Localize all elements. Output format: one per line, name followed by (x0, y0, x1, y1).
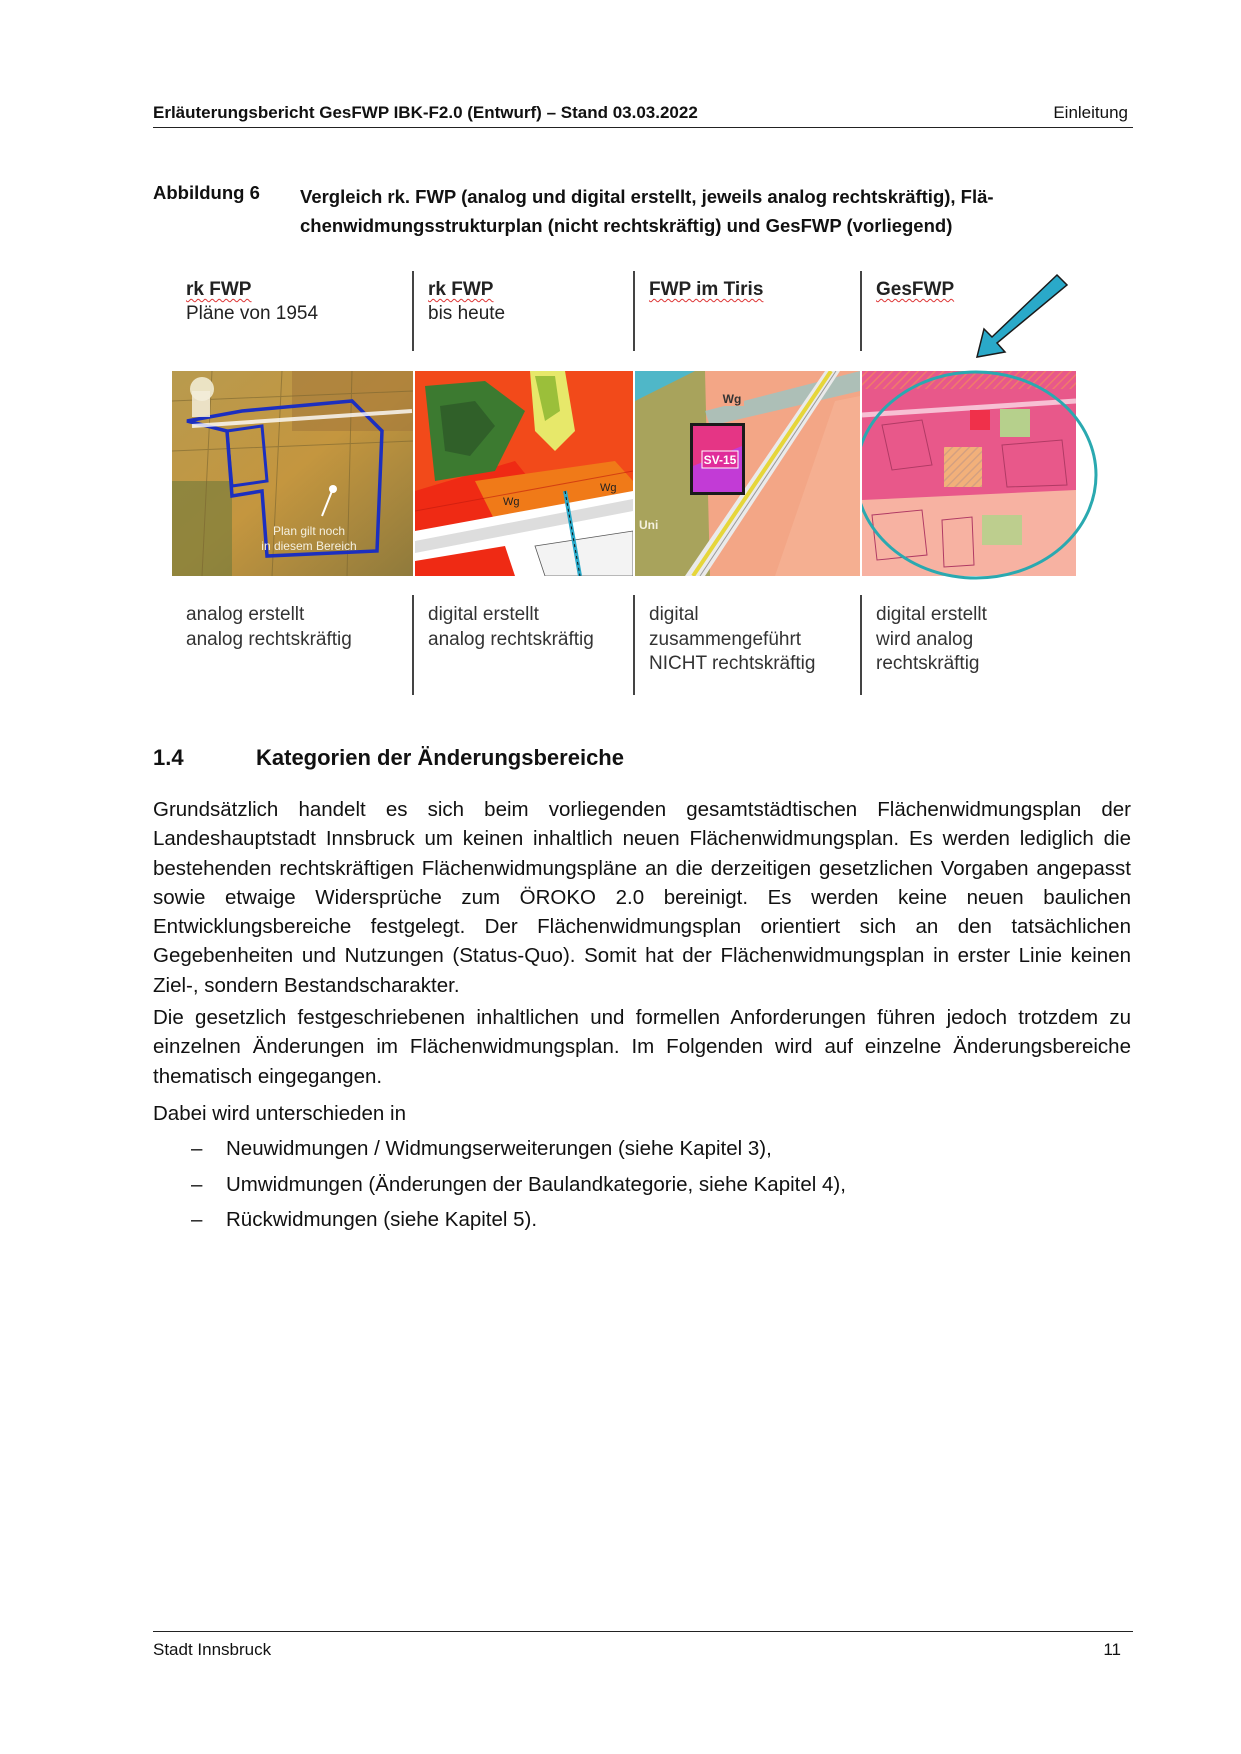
column-description-line: wird analog (876, 628, 974, 650)
column-title-main: GesFWP (876, 279, 955, 300)
map-gesfwp (862, 265, 1122, 595)
column-description-line: analog rechtskräftig (186, 628, 352, 650)
column-title-main: rk FWP (428, 279, 494, 300)
column-description (649, 603, 815, 677)
map-1954 (172, 371, 413, 576)
figure-caption-text: Vergleich rk. FWP (analog und digital erstellt, jeweils analog rechtskräftig), Flä-chenwidmungsstrukturplan (nicht rechtskräftig) und GesFWP (vorliegend) (300, 186, 994, 236)
column-description-line: digital erstellt (876, 604, 987, 625)
map-current (415, 371, 633, 576)
paragraph: Dabei wird unterschieden in (153, 1102, 406, 1125)
section-title: Kategorien der Änderungsbereiche (256, 745, 624, 770)
column-description (186, 603, 352, 652)
list-item-text: Neuwidmungen / Widmungserweiterungen (siehe Kapitel 3), (226, 1137, 772, 1160)
column-title (186, 278, 318, 326)
figure-caption-label: Abbildung 6 (153, 182, 260, 203)
section-heading (153, 745, 624, 771)
list-bullet: – (191, 1137, 203, 1160)
column-subtitle: bis heute (428, 303, 506, 324)
column-description-line: digital (649, 604, 699, 625)
column-description-line: rechtskräftig (876, 653, 980, 674)
comparison-figure (172, 265, 1122, 695)
map-gesfwp-image (862, 265, 1122, 595)
column-description (876, 603, 987, 677)
column-description-line: digital erstellt (428, 604, 539, 625)
map-1954-note-line2: in diesem Bereich (261, 539, 357, 553)
list-bullet: – (191, 1208, 203, 1231)
category-list (153, 1134, 1131, 1241)
column-description-line: analog erstellt (186, 604, 305, 625)
section-number: 1.4 (153, 745, 184, 770)
map-1954-image (172, 371, 413, 576)
map-tiris-sv-label: SV-15 (703, 453, 737, 467)
column-subtitle: Pläne von 1954 (186, 303, 319, 324)
map-tiris-wg-label: Wg (722, 392, 742, 406)
footer-publisher: Stadt Innsbruck (153, 1640, 272, 1659)
page-footer (153, 1631, 1133, 1659)
list-item (153, 1170, 1131, 1206)
list-item (153, 1134, 1131, 1170)
list-item (153, 1205, 1131, 1241)
column-title (649, 278, 763, 302)
column-description (428, 603, 594, 652)
list-item-text: Umwidmungen (Änderungen der Baulandkategorie, siehe Kapitel 4), (226, 1172, 846, 1196)
list-bullet: – (191, 1172, 203, 1196)
column-title (428, 278, 505, 326)
map-1954-note-line1: Plan gilt noch (272, 524, 346, 538)
page-number: 11 (1103, 1640, 1121, 1659)
page-header (153, 101, 1133, 128)
paragraph: Grundsätzlich handelt es sich beim vorliegenden gesamtstädtischen Flächenwidmungsplan der Landeshauptstadt Innsbruck um keinen inhaltlich neuen Flächenwidmungsplan. Es werden lediglich die bestehenden rechtskräftigen Flächenwidmungspläne an die derzeitigen gesetzlichen Vorgaben angepasst sowie etwaige Widersprüche zum ÖROKO 2.0 bereinigt. Es werden keine neuen baulichen Entwicklungsbereiche festgelegt. Der Flächenwidmungsplan orientiert sich an den tatsächlichen Gegebenheiten und Nutzungen (Status-Quo). Somit hat der Flächenwidmungsplan in erster Linie keinen Ziel-, sondern Bestandscharakter. (153, 798, 1131, 997)
column-title-main: rk FWP (186, 279, 252, 300)
column-title-main: FWP im Tiris (649, 279, 764, 300)
map-tiris-image (635, 371, 860, 576)
header-chapter: Einleitung (1053, 103, 1128, 122)
map-current-zone-label: Wg (503, 496, 520, 508)
column-description-line: analog rechtskräftig (428, 628, 594, 650)
column-description-line: zusammengeführt (649, 628, 802, 650)
paragraph: Die gesetzlich festgeschriebenen inhaltlichen und formellen Anforderungen führen jedoch trotzdem zu einzelnen Änderungen im Flächenwidmungsplan. Im Folgenden wird auf einzelne Änderungsbereiche thematisch eingegangen. (153, 1006, 1131, 1088)
map-tiris (635, 371, 860, 576)
map-current-zone-label: Wg (600, 482, 617, 494)
header-document-title: Erläuterungsbericht GesFWP IBK-F2.0 (Entwurf) – Stand 03.03.2022 (153, 103, 698, 122)
column-description-line: NICHT rechtskräftig (649, 653, 816, 674)
map-tiris-uni-label: Uni (639, 518, 659, 532)
map-current-image (415, 371, 633, 576)
list-item-text: Rückwidmungen (siehe Kapitel 5). (226, 1208, 538, 1231)
